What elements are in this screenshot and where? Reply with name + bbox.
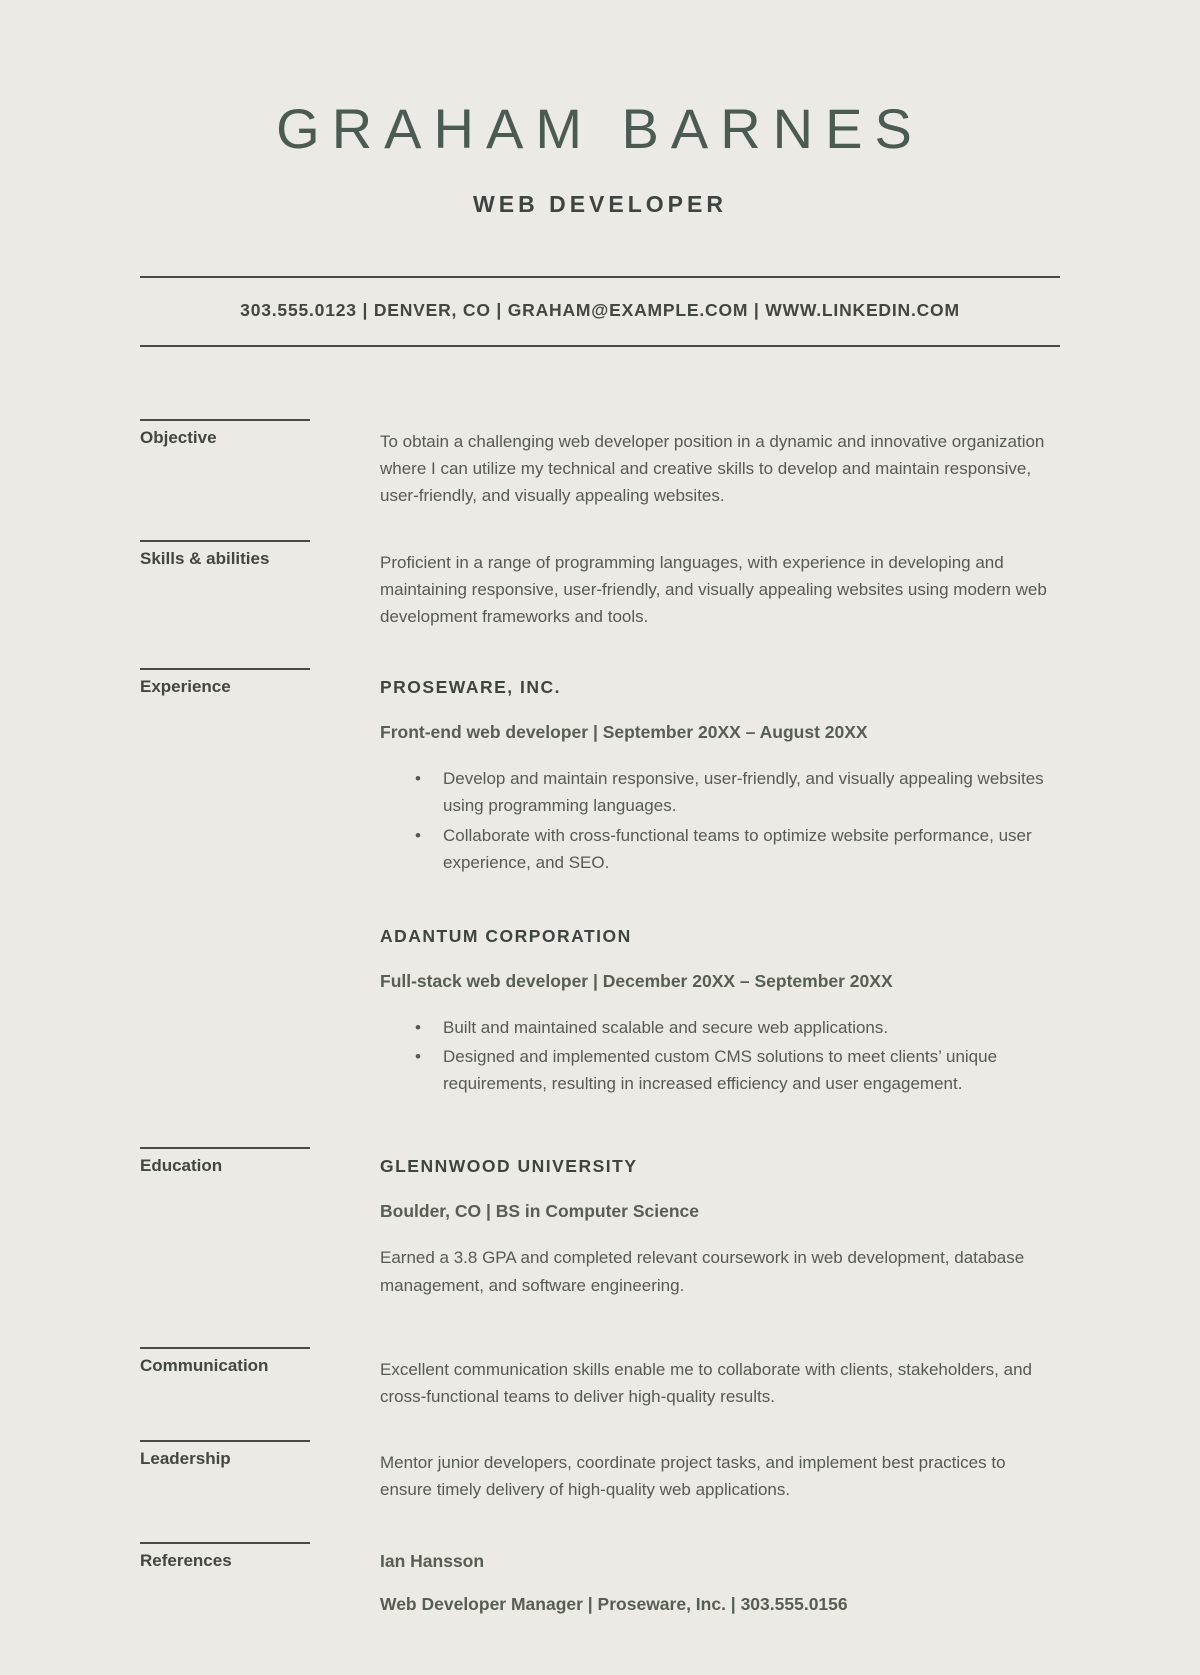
skills-label-cell [140,540,380,631]
objective-label-cell [140,419,380,510]
section-objective [140,419,1060,510]
role-line: Front-end web developer | September 20XX – August 20XX [380,722,868,743]
communication-label-cell [140,1347,380,1410]
company-name: ADANTUM CORPORATION [380,925,632,946]
objective-content [380,419,1060,510]
communication-text: Excellent communication skills enable me to collaborate with clients, stakeholders, and cross-functional teams to deliver high-quality results. [380,1359,1032,1406]
section-references [140,1542,1060,1615]
role-line: Full-stack web developer | December 20XX – September 20XX [380,970,893,991]
section-leadership [140,1440,1060,1503]
objective-label: Objective [140,419,310,448]
leadership-text: Mentor junior developers, coordinate project tasks, and implement best practices to ensure timely delivery of high-quality web applications. [380,1453,1006,1500]
references-label-cell [140,1542,380,1615]
experience-label-cell [140,668,380,1099]
skills-label: Skills & abilities [140,540,310,569]
job-block-proseware [380,677,1060,876]
job-bullet-list [380,1014,1060,1098]
skills-content [380,540,1060,631]
section-skills [140,540,1060,631]
resume-body [140,419,1060,1615]
communication-content [380,1347,1060,1410]
experience-label: Experience [140,668,310,697]
section-experience [140,668,1060,1099]
section-education [140,1147,1060,1298]
leadership-content [380,1440,1060,1503]
reference-detail-line: Web Developer Manager | Proseware, Inc. | 303.555.0156 [380,1593,848,1614]
education-content [380,1147,1060,1298]
education-text: Earned a 3.8 GPA and completed relevant coursework in web development, database management, and software engineering. [380,1248,1025,1295]
contact-line: 303.555.0123 | DENVER, CO | GRAHAM@EXAMPLE.COM | WWW.LINKEDIN.COM [240,300,960,320]
education-label-cell [140,1147,380,1298]
experience-content [380,668,1060,1099]
person-name: GRAHAM BARNES [276,97,924,160]
communication-label: Communication [140,1347,310,1376]
person-title: WEB DEVELOPER [473,191,727,217]
leadership-label: Leadership [140,1440,310,1469]
school-name: GLENNWOOD UNIVERSITY [380,1156,638,1177]
job-bullet-list [380,765,1060,876]
skills-text: Proficient in a range of programming languages, with experience in developing and maintaining responsive, user-friendly, and visually appealing websites using modern web development frameworks and tools. [380,552,1047,626]
job-block-adantum [380,926,1060,1098]
references-label: References [140,1542,310,1571]
leadership-label-cell [140,1440,380,1503]
job-bullet: • Built and maintained scalable and secure web applications. [443,1014,1060,1041]
contact-bar [140,276,1060,347]
education-detail-line: Boulder, CO | BS in Computer Science [380,1201,699,1222]
company-name: PROSEWARE, INC. [380,677,561,698]
reference-name: Ian Hansson [380,1550,485,1571]
section-communication [140,1347,1060,1410]
job-bullet: • Designed and implemented custom CMS solutions to meet clients’ unique requirements, resulting in increased efficiency and user engagement. [443,1043,1060,1097]
objective-text: To obtain a challenging web developer position in a dynamic and innovative organization where I can utilize my technical and creative skills to develop and maintain responsive, user-friendly, and visually appealing websites. [380,432,1045,506]
references-content [380,1542,1060,1615]
education-label: Education [140,1147,310,1176]
job-bullet: • Develop and maintain responsive, user-friendly, and visually appealing websites using programming languages. [443,765,1060,819]
job-bullet: • Collaborate with cross-functional teams to optimize website performance, user experience, and SEO. [443,822,1060,876]
resume-header [140,96,1060,218]
